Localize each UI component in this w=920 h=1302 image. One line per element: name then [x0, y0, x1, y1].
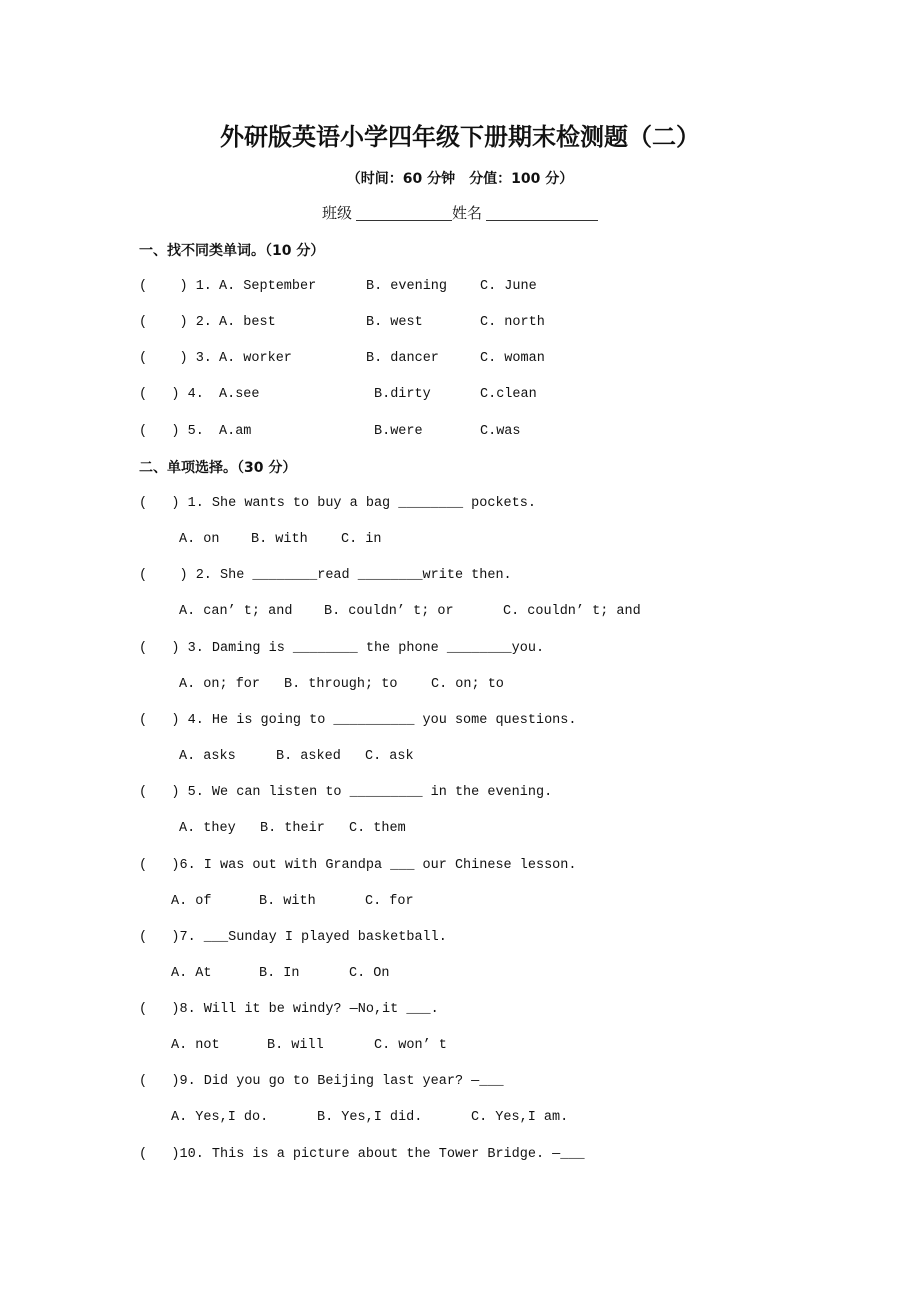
option-c: C. Yes,I am.: [471, 1110, 569, 1125]
question-text: ( )8. Will it be windy? —No,it ___.: [139, 1002, 439, 1017]
section1-heading: 一、找不同类单词。（10 分）: [139, 243, 325, 259]
question-text: ( ) 3. Daming is ________ the phone ________you.: [139, 641, 545, 656]
question-text: ( )7. ___Sunday I played basketball.: [139, 930, 447, 945]
option-a: A. on; for: [179, 677, 261, 692]
question-text: ( )9. Did you go to Beijing last year? —___: [139, 1074, 504, 1089]
question-number: ( ) 1.: [139, 279, 212, 294]
option-a: A. of: [171, 894, 212, 909]
option-c: C. On: [349, 966, 390, 981]
question-text: ( ) 5. We can listen to _________ in the evening.: [139, 785, 553, 800]
option-b: B.dirty: [374, 387, 431, 402]
option-a: A. can’ t; and: [179, 604, 293, 619]
question-text: ( )10. This is a picture about the Tower Bridge. —___: [139, 1147, 585, 1162]
option-a: A. they: [179, 821, 236, 836]
option-a: A. on: [179, 532, 220, 547]
question-text: ( ) 4. He is going to __________ you some questions.: [139, 713, 577, 728]
option-a: A. At: [171, 966, 212, 981]
option-b: B. dancer: [366, 351, 439, 366]
option-b: B.were: [374, 424, 423, 439]
option-a: A.see: [219, 387, 260, 402]
question-number: ( ) 5.: [139, 424, 204, 439]
option-a: A. not: [171, 1038, 220, 1053]
option-c: C. won’ t: [374, 1038, 447, 1053]
question-text: ( )6. I was out with Grandpa ___ our Chinese lesson.: [139, 858, 577, 873]
option-c: C.was: [480, 424, 521, 439]
name-label: 姓名: [452, 204, 483, 222]
option-b: B. with: [251, 532, 308, 547]
option-a: A. worker: [219, 351, 292, 366]
option-b: B. with: [259, 894, 316, 909]
option-b: B. asked: [276, 749, 341, 764]
option-a: A. best: [219, 315, 276, 330]
option-b: B. evening: [366, 279, 448, 294]
class-field[interactable]: [356, 206, 452, 221]
option-b: B. In: [259, 966, 300, 981]
option-c: C. woman: [480, 351, 545, 366]
name-field[interactable]: [486, 206, 598, 221]
option-c: C. June: [480, 279, 537, 294]
option-c: C. ask: [365, 749, 414, 764]
option-b: B. Yes,I did.: [317, 1110, 423, 1125]
option-a: A. September: [219, 279, 317, 294]
option-b: B. their: [260, 821, 325, 836]
option-a: A.am: [219, 424, 252, 439]
exam-info: （时间：60 分钟 分值：100 分）: [346, 171, 574, 187]
option-c: C. for: [365, 894, 414, 909]
option-a: A. asks: [179, 749, 236, 764]
question-text: ( ) 2. She ________read ________write then.: [139, 568, 512, 583]
page-title: 外研版英语小学四年级下册期末检测题（二）: [220, 123, 700, 151]
question-number: ( ) 4.: [139, 387, 204, 402]
option-c: C. in: [341, 532, 382, 547]
option-b: B. through; to: [284, 677, 398, 692]
option-c: C.clean: [480, 387, 537, 402]
option-b: B. will: [267, 1038, 324, 1053]
option-a: A. Yes,I do.: [171, 1110, 269, 1125]
option-c: C. north: [480, 315, 545, 330]
section2-heading: 二、单项选择。（30 分）: [139, 460, 297, 476]
option-c: C. on; to: [431, 677, 504, 692]
question-number: ( ) 3.: [139, 351, 212, 366]
class-label: 班级: [322, 204, 353, 222]
option-c: C. couldn’ t; and: [503, 604, 641, 619]
option-b: B. couldn’ t; or: [324, 604, 454, 619]
option-b: B. west: [366, 315, 423, 330]
option-c: C. them: [349, 821, 406, 836]
question-number: ( ) 2.: [139, 315, 212, 330]
question-text: ( ) 1. She wants to buy a bag ________ pockets.: [139, 496, 536, 511]
